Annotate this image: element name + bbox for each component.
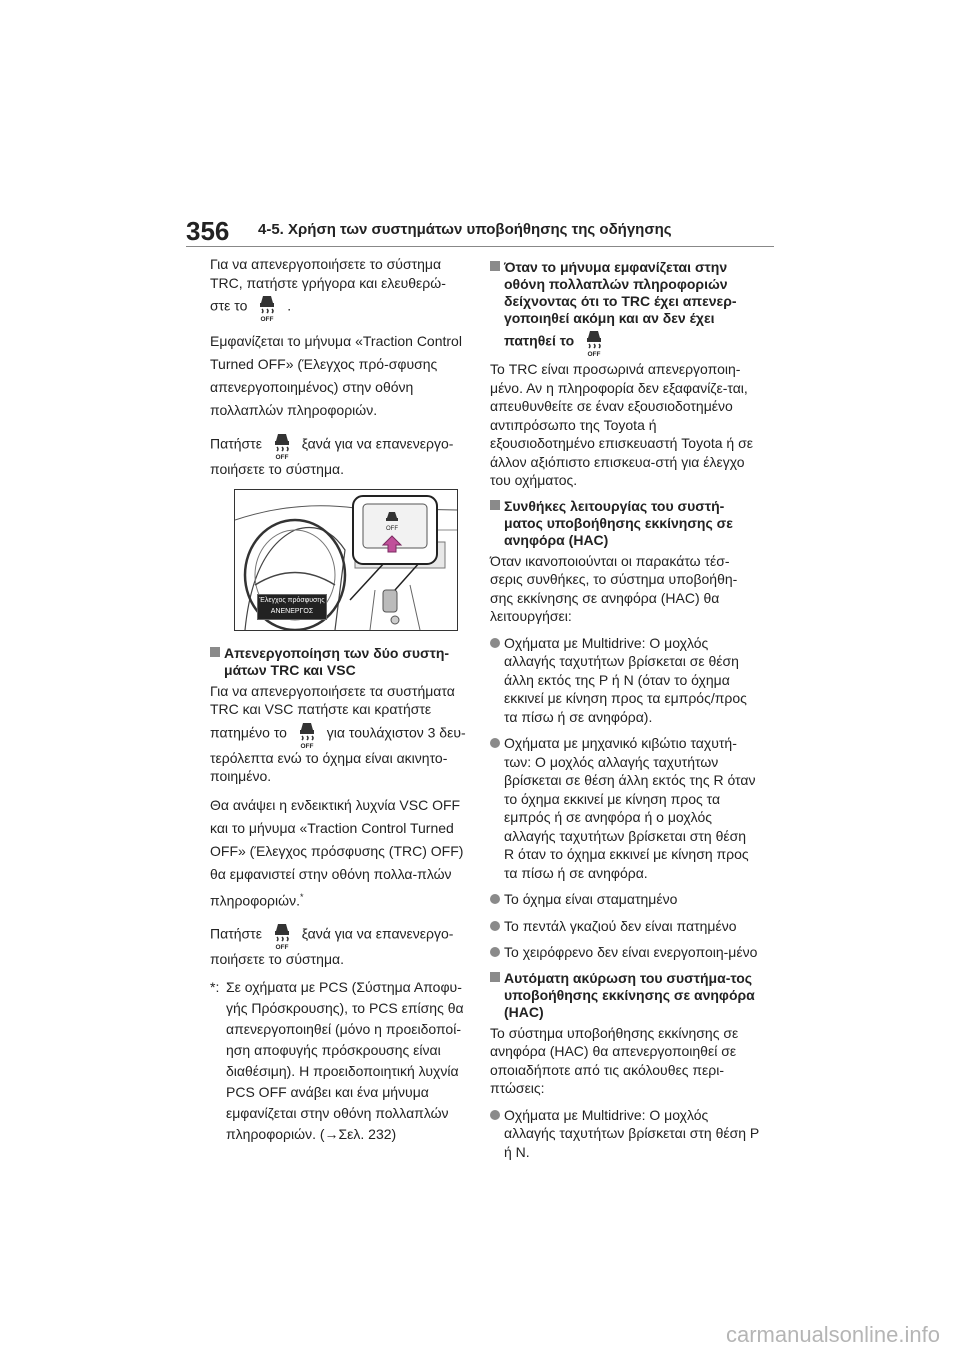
paragraph-trc-vsc-off (210, 682, 472, 786)
footnote-text: Σε οχήματα με PCS (Σύστημα Αποφυ-γής Πρόσκρουσης), το PCS επίσης θα απενεργοποιηθεί (μόνο η προειδοποί-ηση αποφυγής πρόσκρουσης είναι διαθέσιμη). Η προειδοποιητική λυχνία PCS OFF ανάβει και ένα μήνυμα εμφανίζεται στην οθόνη πολλαπλών πληροφοριών. (→Σελ. 232) (226, 978, 464, 1142)
chapter-title: 4-5. Χρήση των συστημάτων υποβοήθησης της οδήγησης (258, 221, 672, 238)
svg-text:OFF: OFF (260, 316, 274, 322)
heading-text: Αυτόματη ακύρωση του συστήμα-τος υποβοήθησης εκκίνησης σε ανηφόρα (HAC) (504, 969, 755, 1020)
paragraph: Όταν ικανοποιούνται οι παρακάτω τέσ-σερις συνθήκες, το σύστημα υποβοήθη-σης εκκίνησης σε ανηφόρα (HAC) θα λειτουργήσει: (490, 552, 738, 624)
paragraph-vsc-indicator (210, 794, 472, 913)
list-item (490, 890, 760, 909)
list-item-text: Οχήματα με Multidrive: Ο μοχλός αλλαγής ταχυτήτων βρίσκεται στη θέση P ή N. (504, 1106, 760, 1160)
multi-info-display-message (257, 594, 327, 620)
footnote-marker: * (299, 891, 304, 902)
svg-text:OFF: OFF (300, 742, 314, 749)
svg-text:OFF: OFF (275, 454, 289, 460)
text: για τουλάχιστον 3 δευ- (326, 724, 466, 741)
section-heading (490, 970, 760, 1021)
dashboard-illustration (234, 489, 458, 631)
display-text: ΑΝΕΝΕΡΓΟΣ (270, 607, 314, 615)
list-item-text: Οχήματα με μηχανικό κιβώτιο ταχυτή-των: Ο μοχλός αλλαγής ταχυτήτων βρίσκεται σε θέση άλλη εκτός της R όταν το όχημα εκκινεί με κίνηση προς τα εμπρός ή σε ανηφόρα ή ο μοχλός αλλαγής ταχυτήτων βρίσκεται στη θέση R όταν το όχημα εκκινεί με κίνηση προς τα πίσω ή σε ανηφόρα. (504, 735, 756, 881)
round-bullet-icon (490, 1110, 500, 1120)
round-bullet-icon (490, 638, 500, 648)
text: τερόλεπτα ενώ το όχημα είναι ακινητο-ποιημένο. (210, 749, 448, 784)
paragraph-message: Εμφανίζεται το μήνυμα «Traction Control Turned OFF» (Έλεγχος πρό-σφυσης απενεργοποιημένος) στην οθόνη πολλαπλών πληροφοριών. (210, 333, 462, 418)
paragraph-reactivate (210, 430, 472, 479)
round-bullet-icon (490, 894, 500, 904)
heading-text: Όταν το μήνυμα εμφανίζεται στην οθόνη πολλαπλών πληροφοριών δείχνοντας ότι το TRC έχει απενερ-γοποιηθεί ακόμη και αν δεν έχει (504, 259, 737, 326)
trc-off-icon (270, 920, 294, 950)
list-item (490, 634, 760, 727)
paragraph: Το TRC είναι προσωρινά απενεργοποιη-μένο. Αν η πληροφορία δεν εξαφανίζε-ται, απευθυνθείτε σε έναν εξουσιοδοτημένο αντιπρόσωπο της Toyota ή εξουσιοδοτημένο επισκευαστή Toyota ή σε άλλον αξιόπιστο επισκευα-στή για έλεγχο του οχήματος. (490, 361, 753, 488)
trc-off-icon (270, 430, 294, 460)
header-divider (186, 246, 774, 247)
svg-text:OFF: OFF (587, 351, 601, 357)
list-item-text: Το χειρόφρενο δεν είναι ενεργοποιη-μένο (504, 944, 758, 960)
page-number: 356 (186, 216, 230, 246)
text: πατημένο το (210, 724, 287, 741)
list-item-text: Το όχημα είναι σταματημένο (504, 891, 678, 907)
text: ξανά για να επανενεργο- (301, 925, 454, 942)
round-bullet-icon (490, 738, 500, 748)
square-bullet-icon (490, 500, 500, 510)
footnote (210, 977, 472, 1145)
paragraph: Το σύστημα υποβοήθησης εκκίνησης σε ανηφόρα (HAC) θα απενεργοποιηθεί σε οποιαδήποτε από τις ακόλουθες περι-πτώσεις: (490, 1024, 739, 1096)
left-column (210, 255, 472, 1145)
square-bullet-icon (490, 261, 500, 271)
heading-text: Απενεργοποίηση των δύο συστη-μάτων TRC και VSC (224, 644, 450, 678)
display-text: Έλεγχος πρόσφυσης (259, 596, 325, 604)
text: Πατήστε (210, 435, 262, 452)
round-bullet-icon (490, 921, 500, 931)
footnote-marker: *: (210, 978, 220, 995)
section-heading (490, 259, 760, 357)
page-header (186, 206, 786, 246)
list-item-text: Οχήματα με Multidrive: Ο μοχλός αλλαγής ταχυτήτων βρίσκεται σε θέση άλλη εκτός της P ή N (όταν το όχημα εκκινεί με κίνηση προς τα εμπρός/προς τα πίσω ή σε ανηφόρα). (504, 634, 747, 725)
section-heading (210, 645, 472, 679)
text: Για να απενεργοποιήσετε το σύστημα TRC, πατήστε γρήγορα και ελευθερώ- (210, 256, 446, 291)
heading-text: πατηθεί το (504, 332, 575, 349)
heading-text: Συνθήκες λειτουργίας του συστή-ματος υποβοήθησης εκκίνησης σε ανηφόρα (HAC) (504, 497, 733, 548)
trc-off-icon (295, 719, 319, 749)
round-bullet-icon (490, 947, 500, 957)
section-heading (490, 498, 760, 549)
right-column (490, 255, 760, 1169)
watermark: carmanualsonline.info (725, 1322, 940, 1347)
text: . (287, 297, 292, 314)
text: ξανά για να επανενεργο- (301, 435, 454, 452)
text: στε το (210, 297, 248, 314)
text: Για να απενεργοποιήσετε τα συστήματα TRC και VSC πατήστε και κρατήστε (210, 682, 455, 717)
square-bullet-icon (210, 647, 220, 657)
paragraph-trc-off (210, 255, 472, 322)
list-item (490, 943, 760, 962)
list-item (490, 734, 760, 882)
svg-text:OFF: OFF (386, 525, 398, 532)
trc-off-icon (255, 292, 279, 322)
paragraph-reactivate-2 (210, 920, 472, 969)
text: Πατήστε (210, 925, 262, 942)
trc-off-icon (582, 327, 606, 357)
text: ποιήσετε το σύστημα. (210, 951, 344, 968)
list-item-text: Το πεντάλ γκαζιού δεν είναι πατημένο (504, 917, 737, 934)
list-item (490, 917, 760, 936)
text: ποιήσετε το σύστημα. (210, 461, 344, 477)
square-bullet-icon (490, 972, 500, 982)
svg-text:OFF: OFF (275, 944, 289, 951)
text: Θα ανάψει η ενδεικτική λυχνία VSC OFF και το μήνυμα «Traction Control Turned OFF» (Έλεγχος πρόσφυσης (TRC) OFF) θα εμφανιστεί στην οθόνη πολλα-πλών πληροφοριών. (210, 796, 464, 909)
list-item (490, 1106, 760, 1162)
